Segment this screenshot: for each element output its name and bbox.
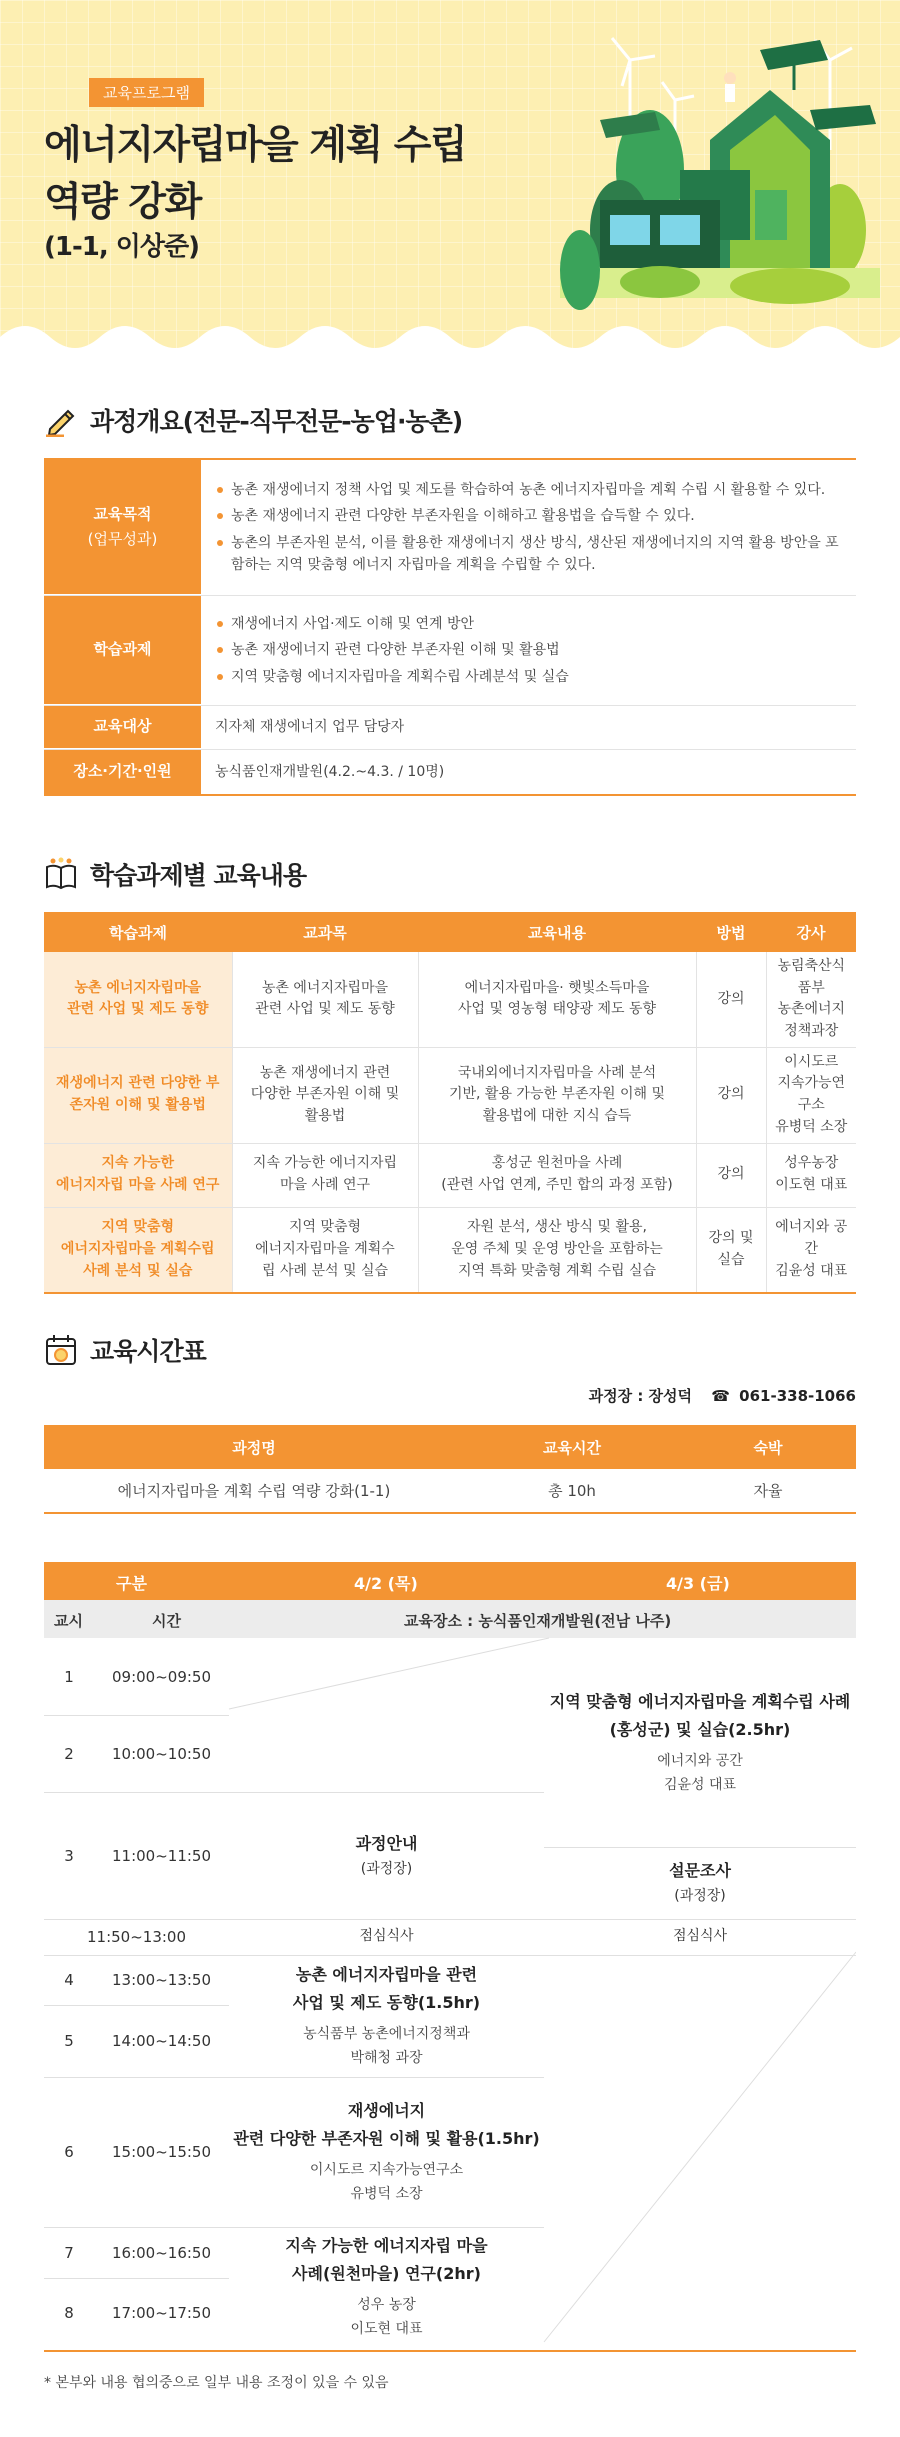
- period-number: 2: [64, 1744, 74, 1763]
- list-item: 재생에너지 사업·제도 이해 및 연계 방안: [215, 613, 842, 635]
- day1-lunch: [229, 1919, 544, 1955]
- content-cell: 에너지자립마을· 햇빛소득마을 사업 및 영농형 태양광 제도 동향: [418, 952, 696, 1047]
- period-time: 15:00~15:50: [111, 2143, 212, 2161]
- period-time: 14:00~14:50: [111, 2032, 212, 2050]
- content-cell: 홍성군 원천마을 사례 (관련 사업 연계, 주민 합의 과정 포함): [418, 1143, 696, 1207]
- timetable-header: [44, 1562, 856, 1600]
- table-row: [44, 1047, 856, 1143]
- day1-lunch-label: 점심식사: [359, 1928, 414, 1945]
- session-casestudy-title: 지속 가능한 에너지자립 마을 사례(원천마을) 연구(2hr): [285, 2236, 488, 2284]
- page-title: [44, 118, 466, 231]
- period-time: 09:00~09:50: [111, 1667, 212, 1686]
- venue-content: 농식품인재개발원(4.2.~4.3. / 10명): [215, 763, 445, 780]
- time-header: 시간: [152, 1612, 181, 1630]
- subject-cell: 농촌 에너지자립마을 관련 사업 및 제도 동향: [232, 952, 418, 1047]
- book-icon: [44, 857, 78, 891]
- course-manager: 과정장 : 장성덕: [588, 1387, 693, 1405]
- course-intro-block: [229, 1792, 544, 1919]
- list-item: 농촌 재생에너지 관련 다양한 부존자원 이해 및 활용법: [215, 639, 842, 661]
- venue-label: 교육장소 : 농식품인재개발원(전남 나주): [404, 1612, 672, 1630]
- schedule-heading: [44, 1332, 206, 1368]
- session-casestudy-block: [229, 2227, 544, 2347]
- day2-header: 4/3 (금): [666, 1574, 730, 1593]
- gubun-header: 구분: [116, 1574, 147, 1593]
- tasks-content: [201, 596, 856, 705]
- lecturer-cell: 농림축산식품부 농촌에너지 정책과장: [766, 952, 856, 1047]
- session-policy-block: [229, 1955, 544, 2077]
- subject-cell: 지역 맞춤형 에너지자립마을 계획수 립 사례 분석 및 실습: [232, 1207, 418, 1293]
- session-practice-lecturer: 에너지와 공간 김윤성 대표: [657, 1752, 743, 1793]
- period-time: 11:50~13:00: [86, 1928, 187, 1946]
- task-cell: 농촌 에너지자립마을 관련 사업 및 제도 동향: [44, 952, 232, 1047]
- col-header: 교육내용: [418, 912, 696, 952]
- table-header-row: [44, 1425, 856, 1469]
- content-cell: 자원 분석, 생산 방식 및 활용, 운영 주체 및 운영 방안을 포함하는 지역 특화 맞춤형 계획 수립 실습: [418, 1207, 696, 1293]
- period-number: 1: [64, 1667, 74, 1686]
- period-time: 11:00~11:50: [111, 1846, 212, 1865]
- purpose-label-sub: (업무성과): [87, 530, 158, 548]
- calendar-icon: [44, 1333, 78, 1367]
- purpose-label: [44, 460, 201, 595]
- target-content: 지자체 재생에너지 업무 담당자: [215, 719, 405, 736]
- day1-header: 4/2 (목): [354, 1574, 418, 1593]
- method-cell: 강의: [696, 1143, 766, 1207]
- list-item: 지역 맞춤형 에너지자립마을 계획수립 사례분석 및 실습: [215, 666, 842, 688]
- course-intro-sub: (과정장): [360, 1860, 413, 1877]
- curriculum-title: 학습과제별 교육내용: [90, 861, 307, 890]
- schedule-title: 교육시간표: [90, 1337, 206, 1366]
- course-hours-cell: 총 10h: [548, 1482, 596, 1500]
- lecturer-cell: 에너지와 공간 김윤성 대표: [766, 1207, 856, 1293]
- period-time: 17:00~17:50: [111, 2303, 212, 2322]
- session-resources-block: [229, 2077, 544, 2227]
- overview-title: 과정개요(전문-직무전문-농업·농촌): [90, 407, 463, 436]
- col-header: 학습과제: [44, 912, 232, 952]
- pencil-icon: [44, 403, 78, 437]
- table-row: [44, 952, 856, 1047]
- lecturer-cell: 성우농장 이도현 대표: [766, 1143, 856, 1207]
- timetable-subheader: [44, 1600, 856, 1638]
- program-badge: 교육프로그램: [89, 78, 204, 107]
- list-item: 농촌 재생에너지 관련 다양한 부존자원을 이해하고 활용법을 습득할 수 있다.: [215, 505, 842, 527]
- table-row: [44, 1143, 856, 1207]
- session-resources-title: 재생에너지 관련 다양한 부존자원 이해 및 활용(1.5hr): [233, 2101, 540, 2149]
- contact-info: [589, 1385, 856, 1406]
- overview-heading: [44, 402, 462, 438]
- table-row: [44, 1469, 856, 1513]
- session-practice-block: [544, 1638, 856, 1847]
- method-cell: 강의: [696, 1047, 766, 1143]
- col-header: 숙박: [680, 1425, 856, 1469]
- phone-number: 061-338-1066: [739, 1387, 856, 1405]
- col-header: 과정명: [44, 1425, 464, 1469]
- phone-icon: ☎: [711, 1387, 730, 1405]
- period-number: 7: [64, 2243, 74, 2262]
- period-time: 16:00~16:50: [111, 2243, 212, 2262]
- session-resources-lecturer: 이시도르 지속가능연구소 유병덕 소장: [309, 2162, 464, 2202]
- method-cell: 강의: [696, 952, 766, 1047]
- page-subtitle: (1-1, 이상준): [44, 232, 200, 262]
- title-line-1: 에너지자립마을 계획 수립: [44, 123, 467, 168]
- session-practice-title: 지역 맞춤형 에너지자립마을 계획수립 사례 (홍성군) 및 실습(2.5hr): [549, 1691, 851, 1739]
- session-policy-title: 농촌 에너지자립마을 관련 사업 및 제도 동향(1.5hr): [292, 1965, 481, 2013]
- lodging-cell: 자율: [753, 1482, 783, 1500]
- period-number: 5: [64, 2032, 74, 2050]
- purpose-label-text: 교육목적: [93, 504, 152, 523]
- course-intro-title: 과정안내: [355, 1833, 418, 1853]
- method-cell: 강의 및 실습: [696, 1207, 766, 1293]
- list-item: 농촌 재생에너지 정책 사업 및 제도를 학습하여 농촌 에너지자립마을 계획 수립 시 활용할 수 있다.: [215, 479, 842, 501]
- task-cell: 지속 가능한 에너지자립 마을 사례 연구: [44, 1143, 232, 1207]
- task-cell: 지역 맞춤형 에너지자립마을 계획수립 사례 분석 및 실습: [44, 1207, 232, 1293]
- overview-table: [44, 458, 856, 796]
- hero-wave-divider: [0, 315, 900, 355]
- lecturer-cell: 이시도르 지속가능연구소 유병덕 소장: [766, 1047, 856, 1143]
- period-number: 6: [64, 2143, 74, 2161]
- curriculum-heading: [44, 856, 306, 892]
- list-item: 농촌의 부존자원 분석, 이를 활용한 재생에너지 생산 방식, 생산된 재생에너지의 지역 활용 방안을 포함하는 지역 맞춤형 에너지 자립마을 계획을 수립할 수 있다.: [215, 532, 842, 577]
- survey-block: [544, 1847, 856, 1919]
- day2-lunch-label: 점심식사: [672, 1928, 728, 1945]
- purpose-content: [201, 460, 856, 595]
- title-line-2: 역량 강화: [44, 179, 201, 225]
- survey-title: 설문조사: [669, 1861, 731, 1881]
- tasks-label: 학습과제: [44, 596, 201, 705]
- survey-sub: (과정장): [674, 1888, 726, 1905]
- course-summary-table: [44, 1425, 856, 1514]
- timetable: [44, 1562, 856, 2352]
- session-casestudy-lecturer: 성우 농장 이도현 대표: [350, 2297, 423, 2337]
- overview-row-venue: [44, 750, 856, 794]
- period-number: 8: [64, 2303, 74, 2322]
- period-time: 10:00~10:50: [111, 1744, 212, 1763]
- footnote: * 본부와 내용 협의중으로 일부 내용 조정이 있을 수 있음: [44, 2375, 389, 2391]
- curriculum-table: [44, 912, 856, 1294]
- course-name-cell: 에너지자립마을 계획 수립 역량 강화(1-1): [117, 1482, 391, 1500]
- col-header: 강사: [766, 912, 856, 952]
- table-header-row: [44, 912, 856, 952]
- col-header: 교육시간: [464, 1425, 680, 1469]
- task-cell: 재생에너지 관련 다양한 부 존자원 이해 및 활용법: [44, 1047, 232, 1143]
- overview-row-tasks: [44, 596, 856, 706]
- period-time: 13:00~13:50: [111, 1971, 212, 1989]
- period-header: 교시: [54, 1612, 83, 1630]
- hero-banner: [0, 0, 900, 355]
- energy-village-illustration: [560, 20, 880, 340]
- target-label: 교육대상: [44, 706, 201, 749]
- overview-row-target: [44, 706, 856, 750]
- session-policy-lecturer: 농식품부 농촌에너지정책과 박해청 과장: [303, 2026, 470, 2066]
- venue-label: 장소·기간·인원: [44, 750, 201, 794]
- table-row: [44, 1207, 856, 1293]
- col-header: 방법: [696, 912, 766, 952]
- subject-cell: 지속 가능한 에너지자립 마을 사례 연구: [232, 1143, 418, 1207]
- period-number: 3: [64, 1846, 74, 1865]
- overview-row-purpose: [44, 460, 856, 596]
- content-cell: 국내외에너지자립마을 사례 분석 기반, 활용 가능한 부존자원 이해 및 활용법에 대한 지식 습득: [418, 1047, 696, 1143]
- col-header: 교과목: [232, 912, 418, 952]
- day2-lunch: [544, 1919, 856, 1955]
- subject-cell: 농촌 재생에너지 관련 다양한 부존자원 이해 및 활용법: [232, 1047, 418, 1143]
- period-number: 4: [64, 1971, 74, 1989]
